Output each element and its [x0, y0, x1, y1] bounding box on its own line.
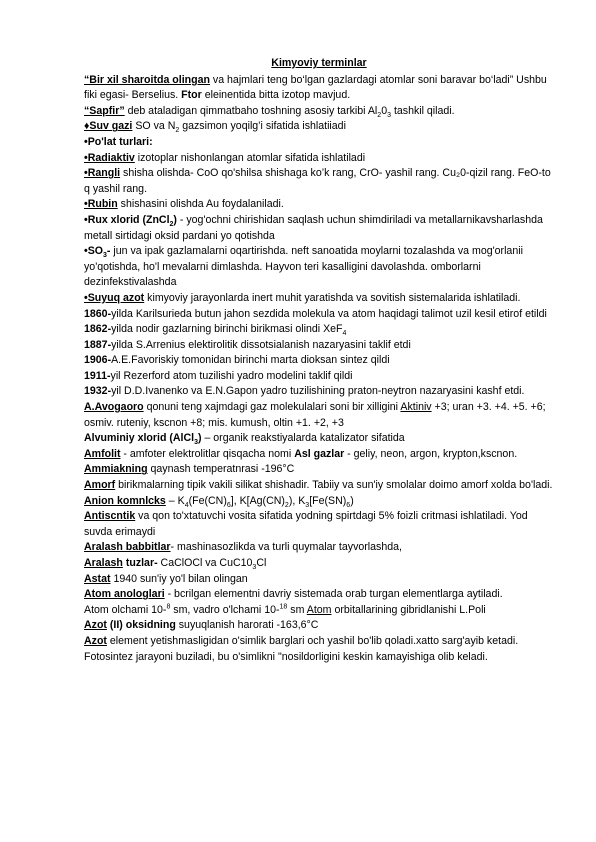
paragraph-aralash-babbitlar: Aralash babbitlar- mashinasozlikda va turli quymalar tayvorlashda,: [84, 541, 402, 554]
paragraph-suv-gazi: ♦Suv gazi SO va $N_2$ gazsimon yoqilg’i sifatida ishlatiiadi: [84, 120, 346, 135]
paragraph-1911: 1911-yil Rezerford atom tuzilishi yadro modelini taklif qildi: [84, 369, 353, 382]
paragraph-azot-element: Azot element yetishmasligidan o'simlik barglari och yashil bo'lib qoladi.xatto sarg'ayib ketadi. Fotosintez jarayoni buziladi, bu o'simlikni "nosildorligini keskin kamayishiga olib keladi.: [84, 634, 519, 663]
paragraph-rangli: •Rangli shisha olishda- CoO qo'shilsa shishaga ko’k rang, CrO- yashil rang. Cu₂0-qizil rang. FeO-to q yashil rang.: [84, 167, 551, 195]
paragraph-atom-olchami: Atom olchami 10-$^8$ sm, vadro o'lchami 10-$^{18}$ sm Atom orbitallarining gibridlanishi L.Poli: [84, 603, 486, 616]
page-title: Kimyoviy terminlar: [271, 57, 367, 69]
paragraph-amorf: Amorf birikmalarning tipik vakili silikat shishadir. Tabiiy va sun'iy smolalar doimo amorf xolda bo'ladi.: [84, 479, 553, 492]
paragraph-sapfir: “Sapfir” deb ataladigan qimmatbaho toshning asosiy tarkibi $Al_20_3$ tashkil qiladi.: [84, 104, 455, 119]
paragraph-rubin: •Rubin shishasini olishda Au foydalaniladi.: [84, 198, 284, 211]
paragraph-alvuminiy-xlorid: Alvuminiy xlorid (AlCl$_3$) – organik reakstiyalarda katalizator sifatida: [84, 432, 405, 447]
paragraph-antiseptik: Antiscntik va qon to'xtatuvchi vosita sifatida yodning spirtdagi 5% foizli critmasi ishlatiladi. Yod suvda erimaydi: [84, 510, 528, 538]
paragraph-1906: 1906-A.E.Favoriskiy tomonidan birinchi marta dioksan sintez qildi: [84, 354, 390, 367]
document-page: [84, 56, 554, 665]
paragraph-azot-oksid: Azot (II) oksidning suyuqlanish harorati -163,6°C: [84, 619, 319, 632]
paragraph-aralash-tuzlar: Aralash tuzlar- CaClOCl va $CuC10_3Cl$: [84, 557, 267, 572]
paragraph-1887: 1887-yilda S.Arrenius elektirolitik dissotsialanish nazaryasini taklif etdi: [84, 338, 411, 351]
paragraph-avogaoro: A.Avogaoro qonuni teng xajmdagi gaz molekulalari soni bir xilligini Aktiniv +3; uran +3. +4. +5. +6; osmiv. ruteniy, kscnon +8; mis. kumush, oltin +1. +2, +3: [84, 401, 546, 429]
paragraph-atom-anologlari: Atom anologlari - bcrilgan elementni davriy sistemada orab turgan elementlarga aytiladi.: [84, 588, 503, 601]
paragraph-1932: 1932-yil D.D.Ivanenko va E.N.Gapon yadro tuzilishining praton-neytron nazaryasini kashf etdi.: [84, 385, 525, 398]
paragraph-1862: 1862-yilda nodir gazlarning birinchi birikmasi olindi XeF$_4$: [84, 323, 347, 338]
paragraph-radiaktiv: •Radiaktiv izotoplar nishonlangan atomlar sifatida ishlatiladi: [84, 151, 366, 164]
paragraph-avogadro-law: “Bir xil sharoitda olingan va hajmlari teng bo‘lgan gazlardagi atomlar soni baravar bo‘ladi” Ushbu fiki egasi- Berselius. Ftor eleinentida bitta izotop mavjud.: [84, 73, 547, 102]
paragraph-anion-komplcks: Anion komnlcks – $K_4(Fe(CN)_6]$, $K[Ag(CN)_2)$, $K_3[Fe(SN)_6)$: [84, 494, 354, 509]
paragraph-1860: 1860-yilda Karilsurieda butun jahon sezdida molekula va atom haqidagi talimot uzil kesil etirof etildi: [84, 307, 547, 320]
paragraph-suyuq-azot: •Suyuq azot kimyoviy jarayonlarda inert muhit yaratishda va sovitish sistemalarida ishlatiladi.: [84, 291, 521, 304]
paragraph-amfolit: Amfolit - amfoter elektrolitlar qisqacha nomi Asl gazlar - geliy, neon, argon, krypton,kscnon.: [84, 447, 518, 460]
paragraph-polat-turlari: •Po'lat turlari:: [84, 135, 153, 148]
paragraph-so3: $•SO_3-$ jun va ipak gazlamalarni oqartirishda. neft sanoatida moylarni tozalashda va mog'orlanii yo'qotishda, ho'l mevalarni dimlashda. Hayvon teri kasalligini davolashda. omborlarni dezinfekstivalashda: [84, 245, 523, 289]
paragraph-astat: Astat 1940 sun'iy yo'l bilan olingan: [84, 572, 248, 585]
paragraph-ammiakning: Ammiakning qaynash temperatnrasi -196°C: [84, 463, 295, 476]
paragraph-rux-xlorid: •Rux xlorid (ZnCl$_2$) - yog'ochni chirishidan saqlash uchun shimdiriladi va metallarnikavsharlashda metall sirtidagi oksid pardani yo qotishda: [84, 213, 543, 242]
